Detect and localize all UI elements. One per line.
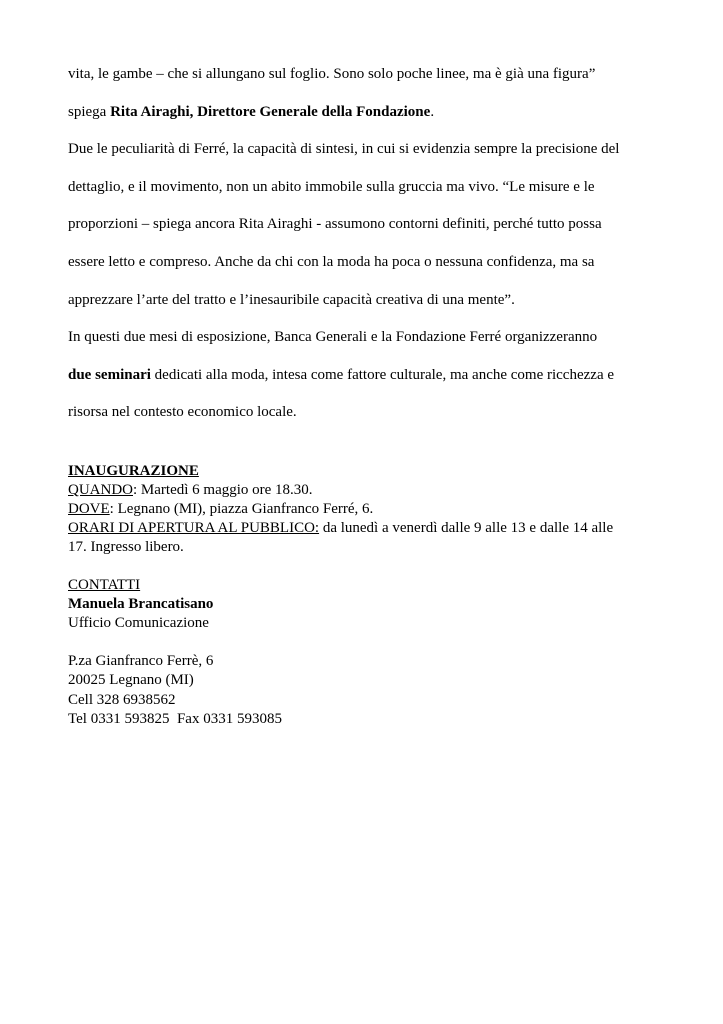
text-segment: vita, le gambe – che si allungano sul foglio. Sono solo poche linee, ma è già una figura” [68,66,596,82]
text-segment: . [430,103,435,120]
inauguration-section [68,462,668,557]
text-segment: essere letto e compreso. Anche da chi con la moda ha poca o nessuna confidenza, ma sa [68,253,595,270]
text-segment: proporzioni – spiega ancora Rita Airaghi - assumono contorni definiti, perché tutto possa [68,216,602,233]
hours-value-continued: 17. Ingresso libero. [68,538,184,555]
contact-role-line [68,614,668,633]
text-segment: dettaglio, e il movimento, non un abito immobile sulla gruccia ma vivo. “Le misure e le [68,178,595,195]
paragraph-line [68,131,668,169]
hours-label: ORARI DI APERTURA AL PUBBLICO: [68,519,320,536]
cell-phone: Cell 328 6938562 [68,691,176,708]
contacts-heading-line [68,576,668,595]
document-page [68,56,668,730]
where-line [68,500,668,519]
contact-name: Manuela Brancatisano [68,595,214,612]
inauguration-heading-line [68,462,668,481]
tel-fax: Tel 0331 593825 Fax 0331 593085 [68,711,282,728]
paragraph-line [68,56,668,94]
paragraph-line [68,319,668,357]
paragraph-line [68,206,668,244]
paragraph-line [68,357,668,395]
contact-name-line [68,595,668,614]
inauguration-heading: INAUGURAZIONE [68,462,199,479]
bold-text: Rita Airaghi, Direttore Generale della Fondazione [110,103,431,120]
hours-line-continued [68,538,668,557]
where-label: DOVE [68,500,110,517]
contacts-heading: CONTATTI [68,576,141,593]
hours-value: da lunedì a venerdì dalle 9 alle 13 e dalle 14 alle [319,519,614,536]
text-segment: risorsa nel contesto economico locale. [68,404,297,421]
where-value: : Legnano (MI), piazza Gianfranco Ferré, 6. [109,500,374,517]
text-segment: Due le peculiarità di Ferré, la capacità di sintesi, in cui si evidenzia sempre la precisione del [68,141,620,158]
text-segment: In questi due mesi di esposizione, Banca Generali e la Fondazione Ferré organizzeranno [68,329,598,346]
contact-role: Ufficio Comunicazione [68,614,209,631]
hours-line [68,519,668,538]
paragraph-line [68,169,668,207]
paragraph-line [68,282,668,320]
paragraph-line [68,394,668,432]
paragraph-line [68,94,668,132]
paragraph-line [68,244,668,282]
when-line [68,481,668,500]
when-label: QUANDO [68,481,133,498]
contacts-section [68,576,668,730]
body-text [68,56,668,432]
text-segment: apprezzare l’arte del tratto e l’inesauribile capacità creativa di una mente”. [68,291,515,308]
when-value: : Martedì 6 maggio ore 18.30. [133,481,313,498]
contact-address [68,652,668,730]
text-segment: dedicati alla moda, intesa come fattore culturale, ma anche come ricchezza e [150,366,615,383]
address-line-2: 20025 Legnano (MI) [68,672,194,689]
address-line-1: P.za Gianfranco Ferrè, 6 [68,652,214,669]
text-segment: spiega [68,103,111,120]
bold-text: due seminari [68,366,151,383]
